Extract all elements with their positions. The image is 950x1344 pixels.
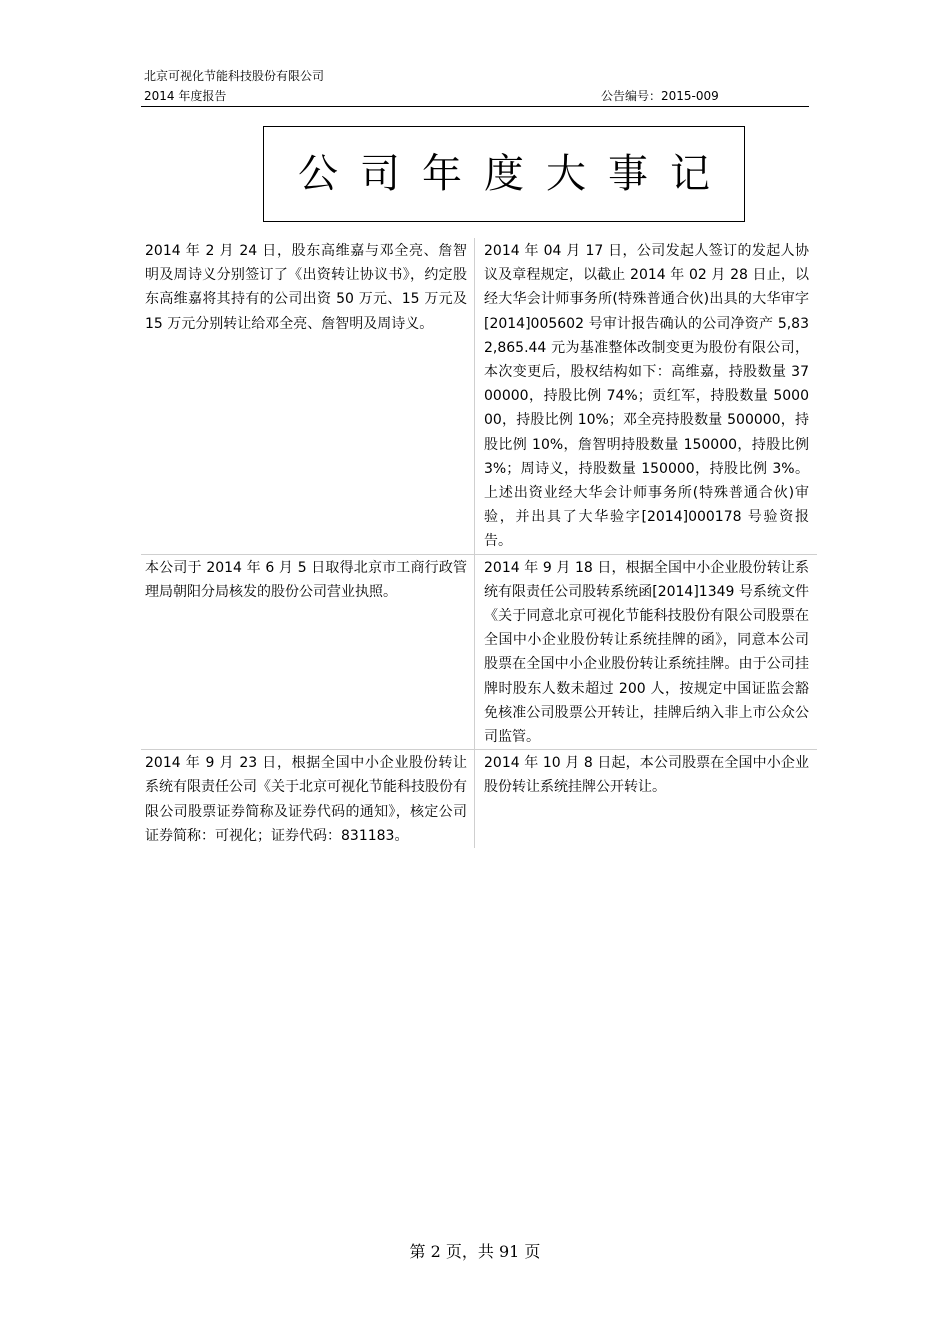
table-row	[141, 555, 817, 751]
title-box	[263, 126, 745, 222]
events-table	[141, 238, 817, 848]
page-number: 第 2 页，共 91 页	[409, 1242, 541, 1261]
header-company-name: 北京可视化节能科技股份有限公司	[144, 69, 325, 83]
page-title: 公司年度大事记	[298, 151, 732, 197]
event-cell: 本公司于 2014 年 6 月 5 日取得北京市工商行政管理局朝阳分局核发的股份公司营业执照。	[141, 555, 475, 750]
event-cell: 2014 年 10 月 8 日起，本公司股票在全国中小企业股份转让系统挂牌公开转让。	[484, 755, 809, 796]
event-cell: 2014 年 04 月 17 日，公司发起人签订的发起人协议及章程规定，以截止 2014 年 02 月 28 日止，以经大华会计师事务所(特殊普通合伙)出具的大华审字[2014]005602 号审计报告确认的公司净资产 5,832,865.44 元为基准整体改制变更为股份有限公司，本次变更后，股权结构如下：高维嘉，持股数量 3700000，持股比例 74%；贡红军，持股数量 500000，持股比例 10%；邓全亮持股数量 500000，持股比例 10%，詹智明持股数量 150000，持股比例 3%；周诗义，持股数量 150000，持股比例 3%。上述出资业经大华会计师事务所(特殊普通合伙)审验，并出具了大华验字[2014]000178 号验资报告。	[484, 243, 809, 550]
header-report-title: 2014 年度报告	[144, 89, 227, 103]
event-cell: 2014 年 9 月 23 日，根据全国中小企业股份转让系统有限责任公司《关于北京可视化节能科技股份有限公司股票证券简称及证券代码的通知》，核定公司证券简称：可视化；证券代码：831183。	[141, 750, 475, 848]
event-cell: 2014 年 2 月 24 日，股东高维嘉与邓全亮、詹智明及周诗义分别签订了《出资转让协议书》，约定股东高维嘉将其持有的公司出资 50 万元、15 万元及 15 万元分别转让给邓全亮、詹智明及周诗义。	[141, 238, 475, 554]
event-cell: 2014 年 9 月 18 日，根据全国中小企业股份转让系统有限责任公司股转系统函[2014]1349 号系统文件《关于同意北京可视化节能科技股份有限公司股票在全国中小企业股份转让系统挂牌的函》，同意本公司股票在全国中小企业股份转让系统挂牌。由于公司挂牌时股东人数未超过 200 人，按规定中国证监会豁免核准公司股票公开转让，挂牌后纳入非上市公众公司监管。	[484, 559, 809, 746]
table-row	[141, 238, 817, 555]
header-notice-number: 公告编号：2015-009	[601, 89, 719, 103]
header-divider	[141, 106, 809, 107]
table-row	[141, 750, 817, 848]
